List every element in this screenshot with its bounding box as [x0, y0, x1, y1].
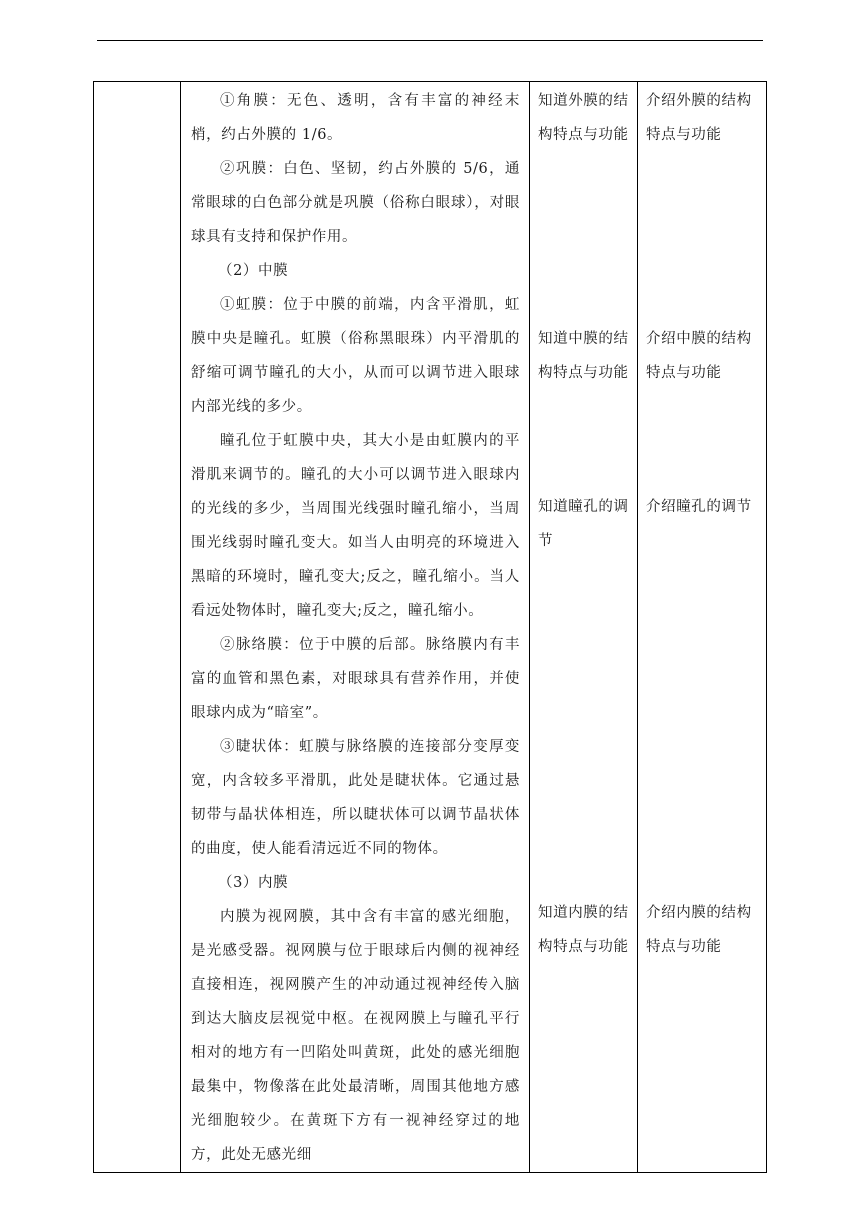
lesson-table [93, 81, 767, 1173]
activity-outer-layer: 介绍外膜的结构特点与功能 [646, 93, 752, 143]
paragraph-cornea: ①角膜：无色、透明，含有丰富的神经末梢，约占外膜的 1/6。 [191, 93, 520, 143]
paragraph-iris: ①虹膜：位于中膜的前端，内含平滑肌，虹膜中央是瞳孔。虹膜（俗称黑眼珠）内平滑肌的舒缩可调节瞳孔的大小，从而可以调节进入眼球内部光线的多少。 [191, 297, 520, 415]
paragraph-sclera: ②巩膜：白色、坚韧，约占外膜的 5/6，通常眼球的白色部分就是巩膜（俗称白眼球），对眼球具有支持和保护作用。 [191, 161, 520, 245]
paragraph-ciliary-body: ③睫状体：虹膜与脉络膜的连接部分变厚变宽，内含较多平滑肌，此处是睫状体。它通过悬韧带与晶状体相连，所以睫状体可以调节晶状体的曲度，使人能看清远近不同的物体。 [191, 739, 520, 857]
activities-cell [638, 82, 767, 1173]
goal-outer-layer: 知道外膜的结构特点与功能 [538, 93, 629, 143]
activity-pupil: 介绍瞳孔的调节 [646, 499, 752, 515]
goal-middle-layer: 知道中膜的结构特点与功能 [538, 331, 629, 381]
goal-inner-layer: 知道内膜的结构特点与功能 [538, 905, 629, 955]
goal-pupil: 知道瞳孔的调节 [538, 499, 629, 549]
heading-inner-layer: （3）内膜 [218, 875, 289, 891]
paragraph-pupil: 瞳孔位于虹膜中央，其大小是由虹膜内的平滑肌来调节的。瞳孔的大小可以调节进入眼球内的光线的多少，当周围光线强时瞳孔缩小，当周围光线弱时瞳孔变大。如当人由明亮的环境进入黑暗的环境时，瞳孔变大;反之，瞳孔缩小。当人看远处物体时，瞳孔变大;反之，瞳孔缩小。 [191, 433, 520, 619]
header-rule [97, 40, 763, 41]
activity-inner-layer: 介绍内膜的结构特点与功能 [646, 905, 752, 955]
paragraph-retina: 内膜为视网膜，其中含有丰富的感光细胞，是光感受器。视网膜与位于眼球后内侧的视神经直接相连，视网膜产生的冲动通过视神经传入脑到达大脑皮层视觉中枢。在视网膜上与瞳孔平行相对的地方有一凹陷处叫黄斑，此处的感光细胞最集中，物像落在此处最清晰，周围其他地方感光细胞较少。在黄斑下方有一视神经穿过的地方，此处无感光细 [191, 909, 520, 1163]
activity-middle-layer: 介绍中膜的结构特点与功能 [646, 331, 752, 381]
content-cell [181, 82, 530, 1173]
heading-middle-layer: （2）中膜 [218, 263, 289, 279]
stage-cell [94, 82, 181, 1173]
table-row [94, 82, 767, 1173]
goals-cell [530, 82, 638, 1173]
paragraph-choroid: ②脉络膜：位于中膜的后部。脉络膜内有丰富的血管和黑色素，对眼球具有营养作用，并使眼球内成为“暗室”。 [191, 637, 520, 721]
